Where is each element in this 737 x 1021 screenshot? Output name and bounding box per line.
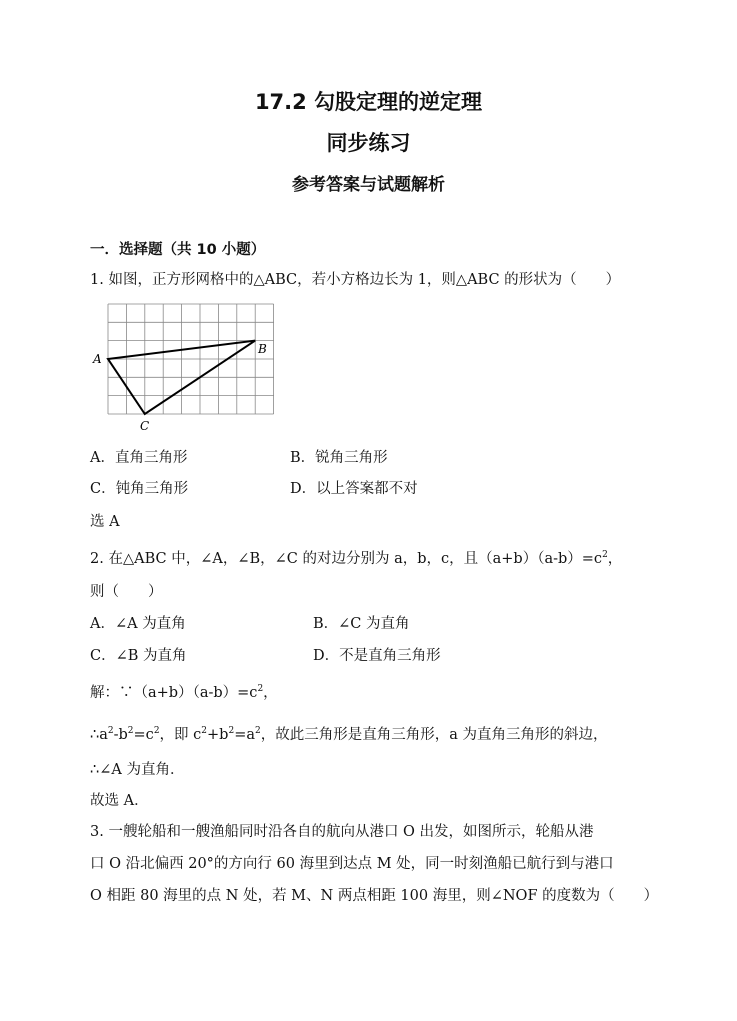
sol2-sup-2: 2 bbox=[127, 726, 134, 736]
question-2-option-a: A．∠A 为直角 bbox=[90, 616, 186, 632]
sol2-seg-f: =a bbox=[234, 727, 255, 743]
question-2-solution-line2 bbox=[90, 723, 607, 744]
question-1-answer: 选 A bbox=[90, 514, 120, 530]
q2-stem-comma: ， bbox=[607, 551, 623, 567]
q2-solution-text: 解：∵（a+b）（a-b）=c bbox=[90, 685, 258, 701]
q2-solution-superscript: 2 bbox=[257, 684, 264, 694]
question-3-line2: 口 O 沿北偏西 20°的方向行 60 海里到达点 M 处，同一时刻渔船已航行到与港口 bbox=[90, 856, 614, 872]
vertex-label-b: B bbox=[258, 342, 267, 356]
question-1-option-c: C．钝角三角形 bbox=[90, 481, 189, 497]
sol2-seg-b: -b bbox=[113, 727, 128, 743]
vertex-label-a: A bbox=[93, 352, 102, 366]
question-1-option-d: D．以上答案都不对 bbox=[290, 481, 418, 497]
question-3-line1: 3. 一艘轮船和一艘渔船同时沿各自的航向从港口 O 出发，如图所示，轮船从港 bbox=[90, 824, 594, 840]
sol2-sup-3: 2 bbox=[153, 726, 160, 736]
q2-solution-comma: ， bbox=[263, 685, 278, 701]
sol2-seg-e: +b bbox=[207, 727, 229, 743]
question-2-stem-line2: 则（ ） bbox=[90, 584, 163, 600]
question-1-figure bbox=[90, 300, 280, 435]
question-2-option-b: B．∠C 为直角 bbox=[313, 616, 410, 632]
document-subtitle: 同步练习 bbox=[326, 131, 411, 155]
question-2-answer: 故选 A． bbox=[90, 793, 149, 809]
sol2-sup-1: 2 bbox=[107, 726, 114, 736]
question-2-solution-line3: ∴∠A 为直角． bbox=[90, 762, 185, 778]
question-3-line3: O 相距 80 海里的点 N 处，若 M、N 两点相距 100 海里，则∠NOF 的度数为（ ） bbox=[90, 888, 659, 904]
question-2-stem-line1 bbox=[90, 547, 622, 568]
document-title: 17.2 勾股定理的逆定理 bbox=[254, 90, 483, 114]
sol2-seg-a: ∴a bbox=[90, 727, 108, 743]
document-heading: 参考答案与试题解析 bbox=[292, 175, 445, 195]
sol2-sup-5: 2 bbox=[228, 726, 235, 736]
question-2-option-d: D．不是直角三角形 bbox=[313, 648, 441, 664]
vertex-label-c: C bbox=[140, 419, 150, 433]
question-1-option-b: B．锐角三角形 bbox=[290, 450, 388, 466]
sol2-sup-6: 2 bbox=[254, 726, 261, 736]
sol2-seg-c: =c bbox=[133, 727, 154, 743]
sol2-seg-d: ，即 c bbox=[159, 727, 202, 743]
question-1-stem: 1. 如图，正方形网格中的△ABC，若小方格边长为 1，则△ABC 的形状为（ ） bbox=[90, 272, 621, 288]
sol2-sup-4: 2 bbox=[201, 726, 208, 736]
sol2-seg-g: ，故此三角形是直角三角形，a 为直角三角形的斜边， bbox=[260, 727, 608, 743]
question-2-option-c: C．∠B 为直角 bbox=[90, 648, 187, 664]
q2-stem-text: 2. 在△ABC 中，∠A，∠B，∠C 的对边分别为 a，b，c，且（a+b）（a-b）=c bbox=[90, 551, 603, 567]
question-1-option-a: A．直角三角形 bbox=[90, 450, 188, 466]
section-heading: 一．选择题（共 10 小题） bbox=[90, 242, 266, 258]
question-2-solution-line1 bbox=[90, 681, 278, 702]
q2-stem-superscript: 2 bbox=[602, 550, 608, 560]
